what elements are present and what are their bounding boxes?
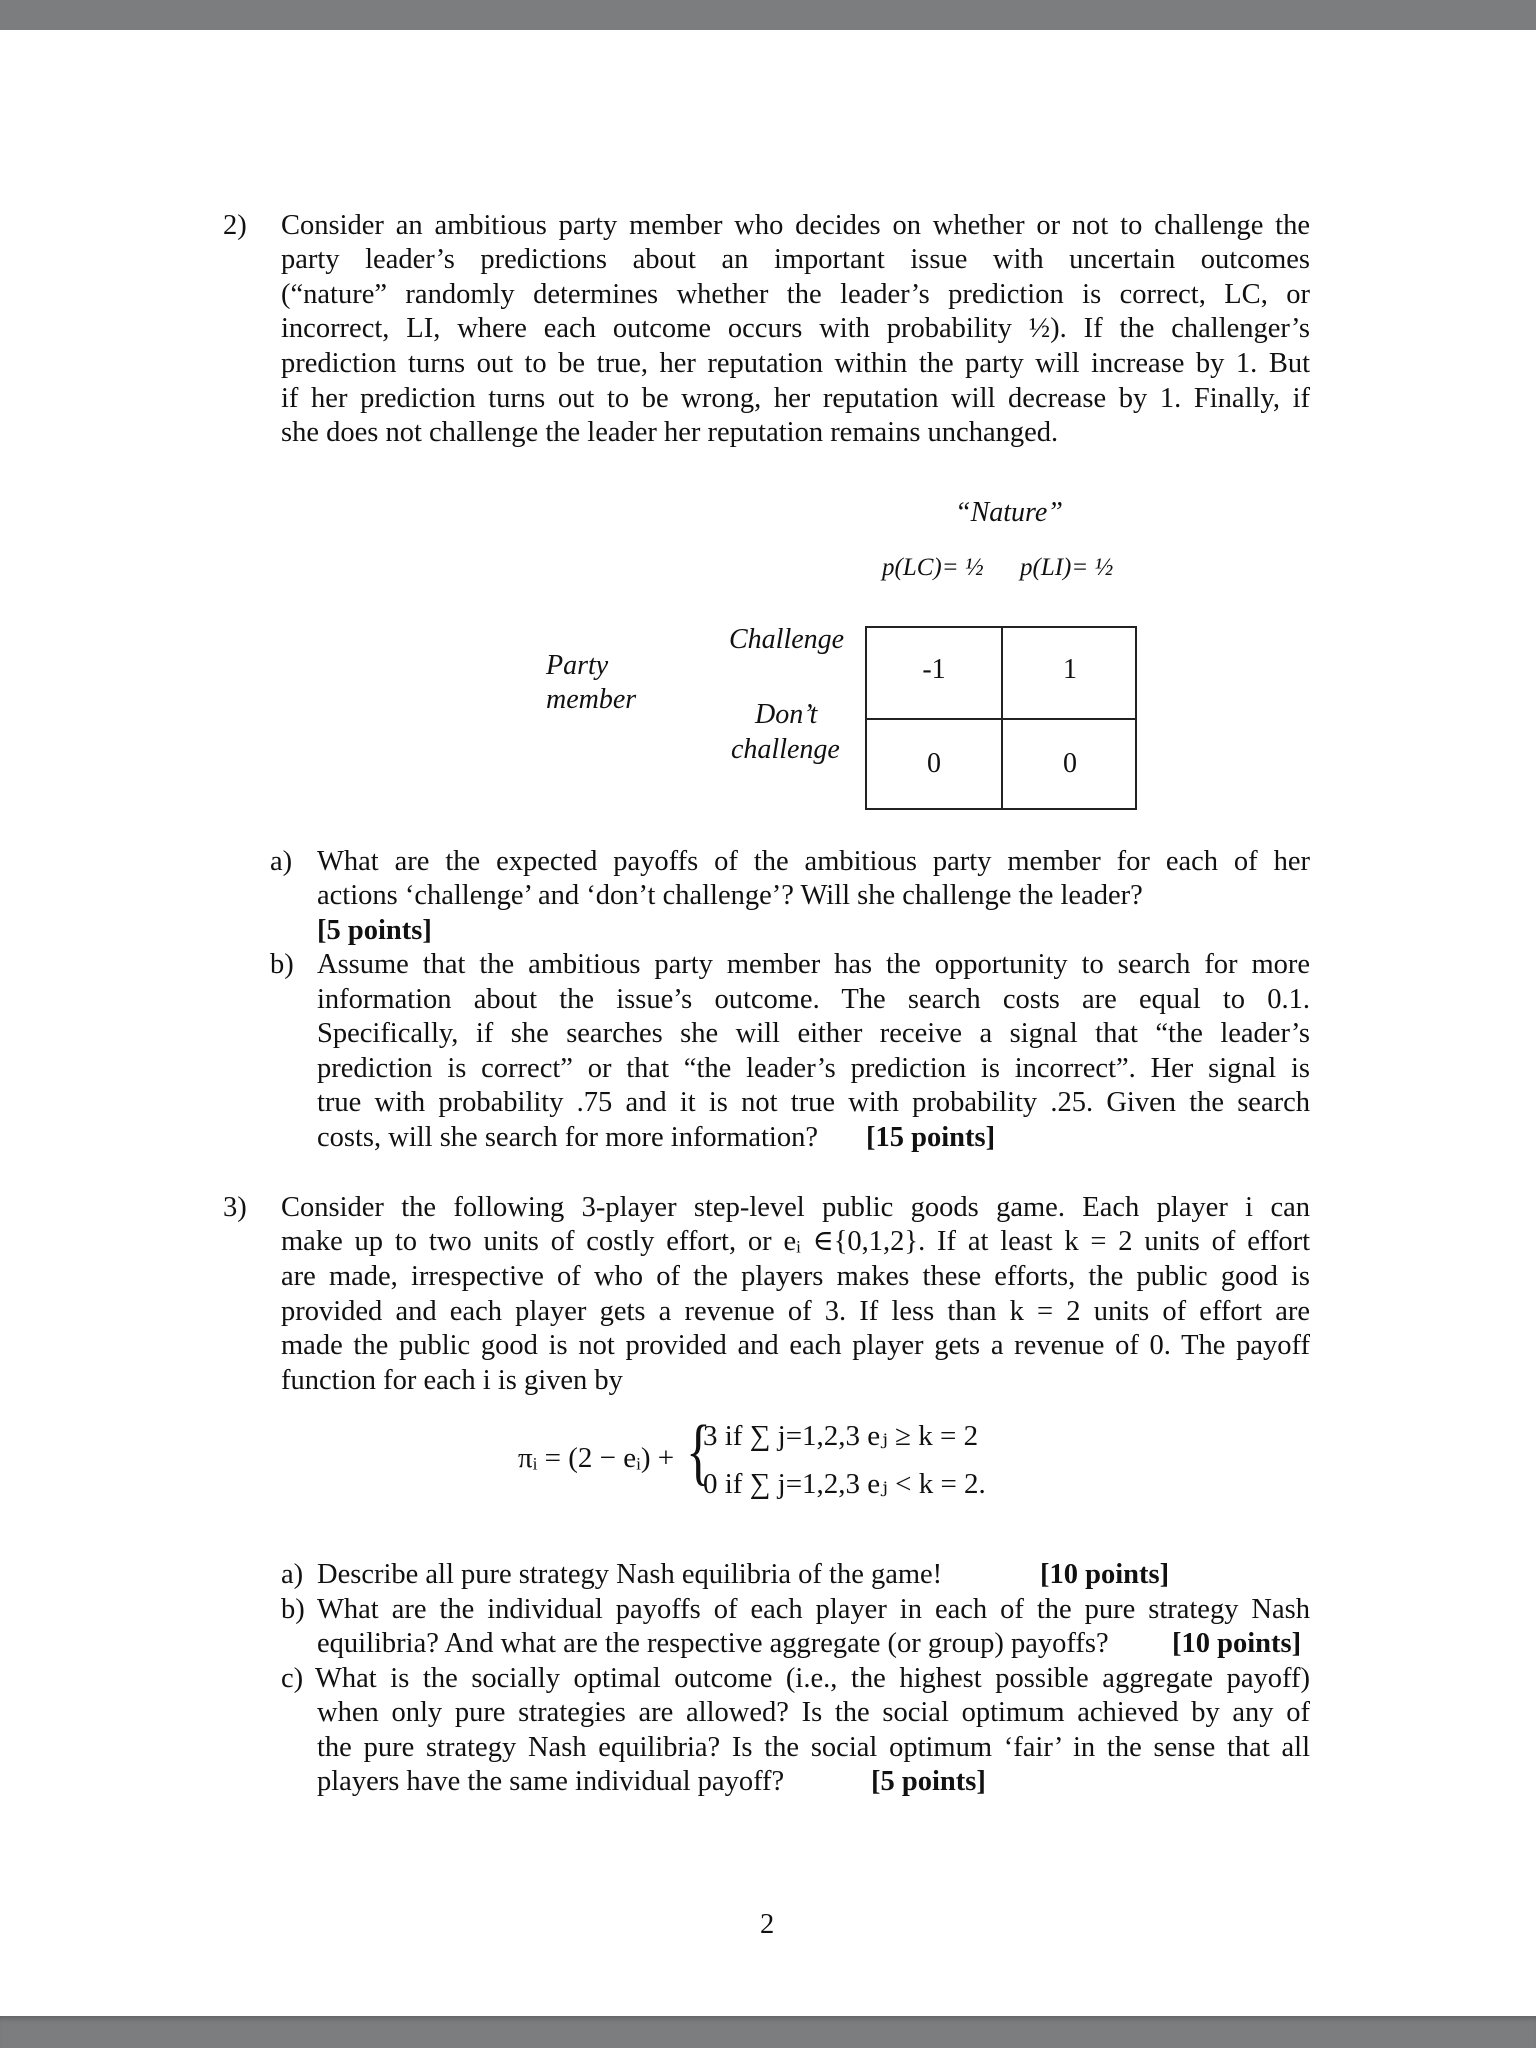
- q3a-label: a): [281, 1559, 304, 1590]
- row-header-dont-2: challenge: [731, 734, 840, 765]
- document-page: [0, 30, 1536, 2016]
- q3-line: Consider the following 3-player step-level public goods game. Each player i can: [281, 1192, 1310, 1223]
- q2a-line: actions ‘challenge’ and ‘don’t challenge’? Will she challenge the leader?: [317, 880, 1143, 911]
- formula-case-1: 3 if ∑ j=1,2,3 eⱼ ≥ k = 2: [703, 1420, 979, 1452]
- formula-brace: {: [686, 1411, 711, 1493]
- q2b-points: [15 points]: [866, 1122, 996, 1153]
- q2b-line: Specifically, if she searches she will either receive a signal that “the leader’s: [317, 1018, 1310, 1049]
- payoff-cell: 0: [927, 748, 941, 779]
- column-header-li: p(LI)= ½: [1020, 554, 1114, 581]
- q2b-line: prediction is correct” or that “the leader’s prediction is incorrect”. Her signal is: [317, 1053, 1310, 1084]
- q2b-line: Assume that the ambitious party member has the opportunity to search for more: [317, 949, 1310, 980]
- row-player-label-1: Party: [546, 650, 609, 681]
- q2-line: if her prediction turns out to be wrong, her reputation will decrease by 1. Finally, if: [281, 383, 1310, 414]
- q2-line: incorrect, LI, where each outcome occurs with probability ½). If the challenger’s: [281, 313, 1310, 344]
- q3-line: made the public good is not provided and each player gets a revenue of 0. The payoff: [281, 1330, 1310, 1361]
- q3-line: make up to two units of costly effort, or eᵢ ∈{0,1,2}. If at least k = 2 units of effort: [281, 1226, 1310, 1257]
- q3b-line: equilibria? And what are the respective aggregate (or group) payoffs?: [317, 1628, 1109, 1659]
- q2a-line: What are the expected payoffs of the ambitious party member for each of her: [317, 846, 1310, 877]
- q3c-line: What is the socially optimal outcome (i.e., the highest possible aggregate payoff): [315, 1663, 1310, 1694]
- q2b-line: true with probability .75 and it is not true with probability .25. Given the search: [317, 1087, 1310, 1118]
- column-player-label: “Nature”: [955, 497, 1063, 528]
- column-header-lc: p(LC)= ½: [882, 554, 984, 581]
- viewer-bottom-bar: [0, 2016, 1536, 2048]
- q2-line: she does not challenge the leader her reputation remains unchanged.: [281, 417, 1059, 448]
- q2b-label: b): [270, 949, 294, 980]
- formula-lhs: πᵢ = (2 − eᵢ) +: [518, 1442, 675, 1474]
- q3c-line: players have the same individual payoff?: [317, 1766, 785, 1797]
- q3-line: function for each i is given by: [281, 1365, 623, 1396]
- q2a-label: a): [270, 846, 293, 877]
- payoff-cell: -1: [922, 654, 946, 685]
- q2-line: (“nature” randomly determines whether the leader’s prediction is correct, LC, or: [281, 279, 1310, 310]
- payoff-table: [865, 626, 1137, 810]
- q3c-line: when only pure strategies are allowed? Is the social optimum achieved by any of: [317, 1697, 1310, 1728]
- q2b-line: costs, will she search for more information?: [317, 1122, 818, 1153]
- payoff-cell: 1: [1063, 654, 1077, 685]
- q3a-line: Describe all pure strategy Nash equilibria of the game!: [317, 1559, 943, 1590]
- row-header-dont-1: Don’t: [755, 699, 818, 730]
- q3-line: are made, irrespective of who of the players makes these efforts, the public good is: [281, 1261, 1310, 1292]
- q2-number: 2): [223, 210, 247, 241]
- q3c-label: c): [281, 1663, 304, 1694]
- row-header-challenge: Challenge: [729, 624, 845, 655]
- q3c-line: the pure strategy Nash equilibria? Is the social optimum ‘fair’ in the sense that all: [317, 1732, 1310, 1763]
- q2-line: prediction turns out to be true, her reputation within the party will increase by 1. But: [281, 348, 1310, 379]
- page-number: 2: [760, 1909, 775, 1940]
- q2-line: party leader’s predictions about an important issue with uncertain outcomes: [281, 244, 1310, 275]
- q3b-points: [10 points]: [1172, 1628, 1302, 1659]
- formula-case-2: 0 if ∑ j=1,2,3 eⱼ < k = 2.: [703, 1468, 986, 1500]
- table-divider: [867, 718, 1135, 720]
- q2b-line: information about the issue’s outcome. The search costs are equal to 0.1.: [317, 984, 1310, 1015]
- q3c-points: [5 points]: [871, 1766, 986, 1797]
- viewer-top-bar: [0, 0, 1536, 30]
- q3b-line: What are the individual payoffs of each player in each of the pure strategy Nash: [317, 1594, 1310, 1625]
- q3-line: provided and each player gets a revenue of 3. If less than k = 2 units of effort are: [281, 1296, 1310, 1327]
- q2-line: Consider an ambitious party member who decides on whether or not to challenge the: [281, 210, 1310, 241]
- payoff-cell: 0: [1063, 748, 1077, 779]
- q2a-points: [5 points]: [317, 915, 432, 946]
- row-player-label-2: member: [546, 684, 637, 715]
- q3a-points: [10 points]: [1040, 1559, 1170, 1590]
- q3-number: 3): [223, 1192, 247, 1223]
- q3b-label: b): [281, 1594, 305, 1625]
